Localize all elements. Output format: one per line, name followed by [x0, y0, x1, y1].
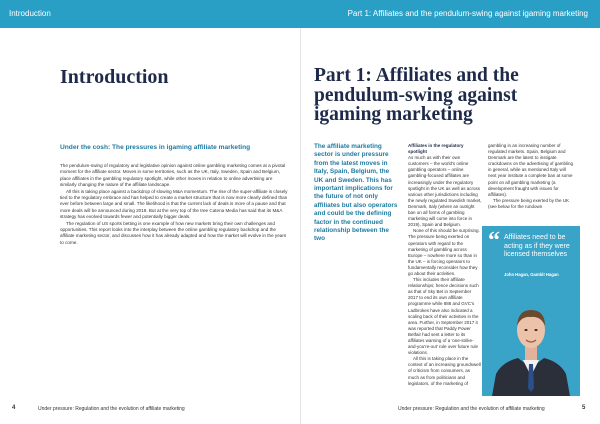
article-paragraph: This includes their affiliate relationships; hence decisions such as that of Sky Bet in September 2017 to end its own affiliate programme while 888 and GVC's Ladbrokes have also indicated a scaling back of their activities in the area. Further, in September 2017 it was reported that Paddy Power Betfair had sent a letter to its affiliates warning of a 'one-strike-and-you're-out' rule over future rule violations. [408, 277, 479, 356]
introduction-subhead: Under the cosh: The pressures in igaming affiliate marketing [60, 144, 251, 151]
column-heading: Affiliates in the regulatory spotlight [408, 143, 464, 155]
article-paragraph: None of this should be surprising. The pressure being exerted on operators with regard to the marketing of gambling across Europe – nowhere more so than in the UK – is forcing operators to fundamentally reconsider how they go about their activities. [408, 228, 480, 276]
header-chapter-label: Part 1: Affiliates and the pendulum-swing against igaming marketing [347, 9, 588, 18]
article-paragraph: All this is taking place in the context of an increasing groundswell of criticism from consumers, as much as from politicians and legislators, of the marketing of [408, 356, 481, 386]
introduction-title: Introduction [60, 66, 169, 88]
article-paragraph: gambling in an increasing number of regulated markets. Spain, Belgium and Denmark are the latest to instigate crackdowns on the advertising of gambling in general, while as mentioned Italy will next year institute a complete ban at some point on all gambling marketing (a development fraught with issues for affiliates). [488, 143, 574, 197]
standfirst-pull-quote: The affiliate marketing sector is under pressure from the latest moves in Italy, Spain, Belgium, the UK and Sweden. This has important implications for the future of not only affiliates but also operators and could be the defining factor in the continued relationship between the two [314, 143, 398, 243]
portrait-photo [488, 284, 574, 396]
header-section-label: Introduction [9, 9, 51, 18]
quote-mark-icon: “ [488, 228, 500, 254]
footer-right: Under pressure: Regulation and the evolution of affiliate marketing [398, 406, 545, 412]
page-number-right: 5 [582, 405, 586, 411]
article-column-1 [408, 143, 482, 387]
introduction-paragraph: All this is taking place against a backdrop of slowing M&A momentum. The rise of the super-affiliate is closely tied to the regulatory embrace and has helped to create a market structure that is now more clearly defined than ever before between large and small. The likelihood is that the current lack of deals is more of a pause and that more deals will be announced during 2019. But at the very top of the tree Catena Media has said that its M&A strategy has evolved towards fewer and potentially bigger deals. [60, 188, 288, 220]
part-title: Part 1: Affiliates and the pendulum-swing against igaming marketing [314, 65, 519, 125]
quote-panel [482, 226, 580, 396]
quote-attribution: John Hagan, Gambit Hagan [504, 272, 559, 277]
quote-text: Affiliates need to be acting as if they were licensed themselves [504, 234, 570, 259]
header-bar [0, 0, 600, 28]
article-paragraph: The pressure being exerted by the UK (see below for the rundown [488, 197, 570, 209]
introduction-paragraph: The pendulum-swing of regulatory and legislative opinion against online gambling marketing comes at a pivotal moment for the affiliate sector. Moves in some territories, such as the UK, Italy, Sweden, Spain and Belgium, place affiliates in the gambling regulatory spotlight, while other moves in relation to online advertising are similarly changing the nature of the affiliate landscape. [60, 163, 286, 188]
page-number-left: 4 [12, 405, 16, 411]
page-gutter [300, 28, 301, 424]
article-column-2 [488, 143, 574, 210]
article-paragraph: As much as with their own customers – the world's online gambling operators – online gambling-focused affiliates are increasingly under the regulatory spotlight in the UK as well as across various other jurisdictions including the newly regulated Swedish market, Denmark, Italy (where an outright ban on all forms of gambling marketing will come into force in 2019), Spain and Belgium. [408, 155, 482, 228]
footer-left: Under pressure: Regulation and the evolution of affiliate marketing [38, 406, 185, 412]
introduction-body [60, 163, 288, 246]
introduction-paragraph: The regulation of US sports betting is one example of how new markets bring their own challenges and opportunities. This report looks into the interplay between the online gambling regulatory backdrop and the affiliate marketing sector, and discusses how it has already adapted and how the market will evolve in the years to come. [60, 220, 287, 245]
